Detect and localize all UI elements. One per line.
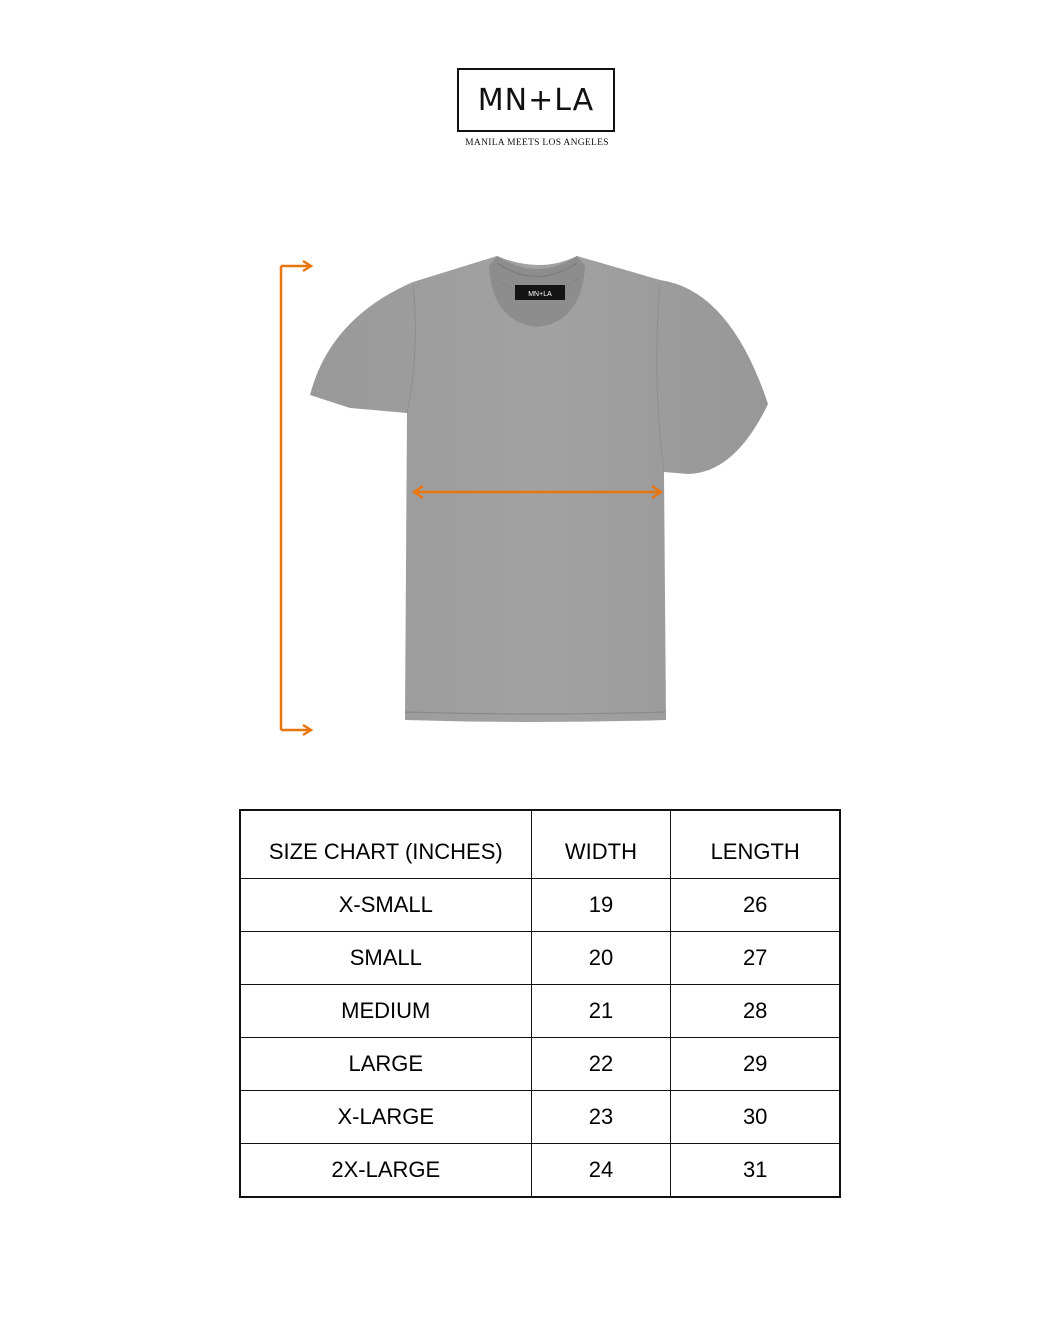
width-value: 23	[531, 1090, 671, 1143]
header-size-chart: SIZE CHART (INCHES)	[240, 810, 531, 878]
table-row	[240, 1143, 840, 1197]
length-value: 29	[671, 1037, 840, 1090]
length-value: 30	[671, 1090, 840, 1143]
table-row	[240, 1037, 840, 1090]
neck-label-text: MN+LA	[528, 291, 552, 298]
size-label: X-SMALL	[240, 878, 531, 931]
width-value: 21	[531, 984, 671, 1037]
size-label: SMALL	[240, 931, 531, 984]
size-label: MEDIUM	[240, 984, 531, 1037]
header-length: LENGTH	[671, 810, 840, 878]
length-value: 27	[671, 931, 840, 984]
width-value: 19	[531, 878, 671, 931]
length-value: 31	[671, 1143, 840, 1197]
header-width: WIDTH	[531, 810, 671, 878]
table-row	[240, 878, 840, 931]
table-header-row	[240, 810, 840, 878]
length-value: 28	[671, 984, 840, 1037]
table-row	[240, 1090, 840, 1143]
table-row	[240, 931, 840, 984]
size-chart-table	[239, 809, 841, 1198]
logo-tagline: MANILA MEETS LOS ANGELES	[465, 138, 609, 148]
table-row	[240, 984, 840, 1037]
width-value: 20	[531, 931, 671, 984]
length-arrow	[281, 261, 311, 735]
logo-text: MN+LA	[477, 82, 595, 118]
length-value: 26	[671, 878, 840, 931]
size-label: LARGE	[240, 1037, 531, 1090]
size-label: 2X-LARGE	[240, 1143, 531, 1197]
size-label: X-LARGE	[240, 1090, 531, 1143]
width-value: 22	[531, 1037, 671, 1090]
width-value: 24	[531, 1143, 671, 1197]
